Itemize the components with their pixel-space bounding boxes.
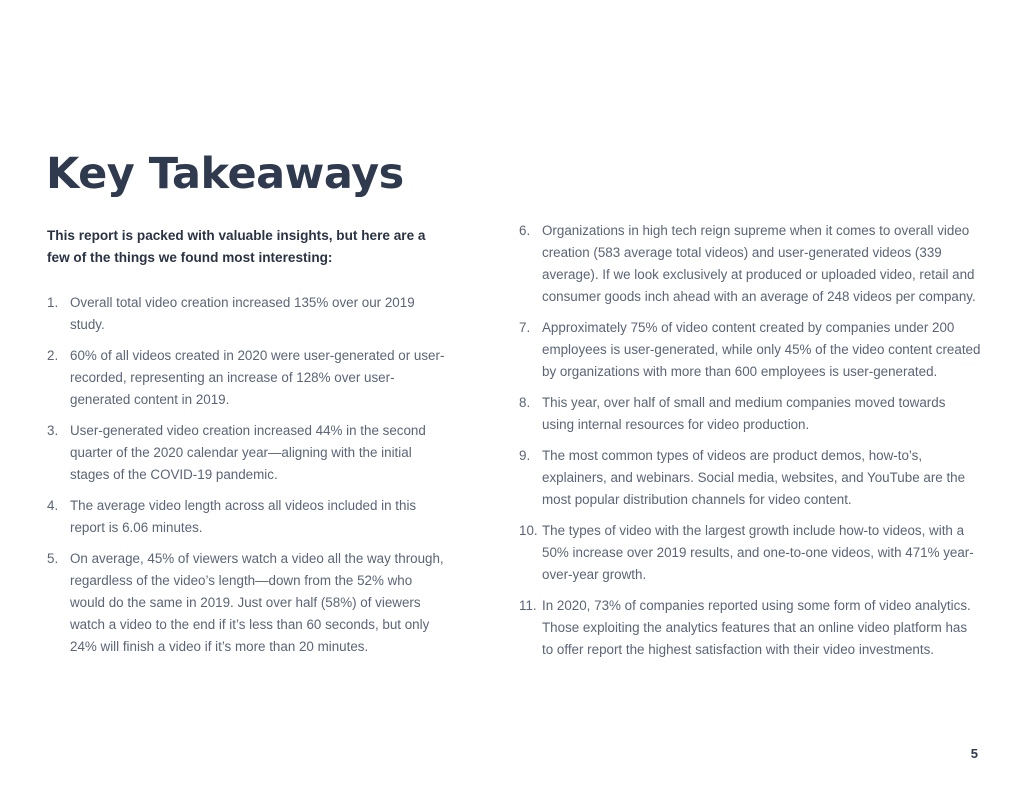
takeaways-list-left bbox=[47, 292, 447, 667]
list-item-number: 6. bbox=[519, 223, 531, 238]
list-item-number: 9. bbox=[519, 448, 531, 463]
list-item-number: 4. bbox=[47, 498, 59, 513]
list-item-number: 8. bbox=[519, 395, 531, 410]
list-item-text: The average video length across all videos included in this report is 6.06 minutes. bbox=[70, 498, 417, 535]
list-item-text: Organizations in high tech reign supreme when it comes to overall video creation (583 average total videos) and user-generated videos (339 average). If we look exclusively at produced or uploaded video, retail and consumer goods inch ahead with an average of 248 videos per company. bbox=[542, 223, 976, 304]
list-item bbox=[519, 445, 981, 511]
list-item bbox=[47, 495, 447, 539]
list-item-text: On average, 45% of viewers watch a video all the way through, regardless of the video’s length—down from the 52% who would do the same in 2019. Just over half (58%) of viewers watch a video to the end if it’s less than 60 seconds, but only 24% will finish a video if it’s more than 20 minutes. bbox=[70, 551, 444, 654]
list-item-text: This year, over half of small and medium companies moved towards using internal resources for video production. bbox=[542, 395, 946, 432]
page-title: Key Takeaways bbox=[46, 149, 404, 199]
list-item bbox=[519, 317, 981, 383]
list-item bbox=[519, 595, 981, 661]
list-item-number: 1. bbox=[47, 295, 59, 310]
list-item-number: 2. bbox=[47, 348, 59, 363]
list-item bbox=[519, 520, 981, 586]
list-item bbox=[519, 392, 981, 436]
list-item-text: The types of video with the largest growth include how-to videos, with a 50% increase over 2019 results, and one-to-one videos, with 471% year-over-year growth. bbox=[542, 523, 974, 582]
list-item-text: Approximately 75% of video content created by companies under 200 employees is user-generated, while only 45% of the video content created by organizations with more than 600 employees is user-generated. bbox=[542, 320, 981, 379]
list-item-text: The most common types of videos are product demos, how-to’s, explainers, and webinars. Social media, websites, and YouTube are the most popular distribution channels for video content. bbox=[542, 448, 966, 507]
list-item bbox=[47, 420, 447, 486]
list-item-text: 60% of all videos created in 2020 were user-generated or user-recorded, representing an increase of 128% over user-generated content in 2019. bbox=[70, 348, 445, 407]
list-item-number: 10. bbox=[519, 523, 538, 538]
list-item-text: In 2020, 73% of companies reported using some form of video analytics. Those exploiting the analytics features that an online video platform has to offer report the highest satisfaction with their video investments. bbox=[542, 598, 971, 657]
list-item bbox=[47, 548, 447, 658]
list-item-number: 11. bbox=[519, 598, 537, 613]
list-item-number: 7. bbox=[519, 320, 531, 335]
takeaways-list-right bbox=[519, 220, 981, 670]
list-item bbox=[47, 292, 447, 336]
list-item bbox=[519, 220, 981, 308]
list-item-text: User-generated video creation increased 44% in the second quarter of the 2020 calendar year—aligning with the initial stages of the COVID-19 pandemic. bbox=[70, 423, 426, 482]
list-item-text: Overall total video creation increased 135% over our 2019 study. bbox=[70, 295, 415, 332]
list-item-number: 5. bbox=[47, 551, 59, 566]
page-number: 5 bbox=[970, 746, 978, 761]
list-item-number: 3. bbox=[47, 423, 59, 438]
list-item bbox=[47, 345, 447, 411]
intro-text: This report is packed with valuable insights, but here are a few of the things we found most interesting: bbox=[47, 228, 426, 265]
